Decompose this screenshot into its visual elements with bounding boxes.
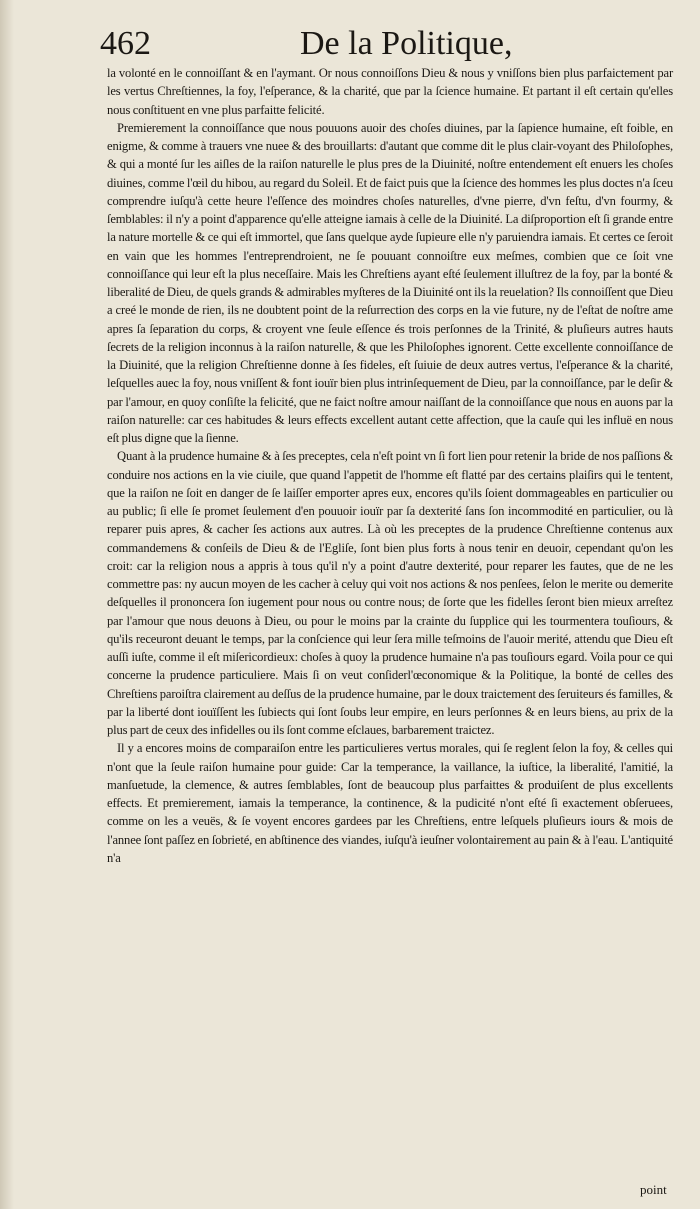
page-gutter bbox=[0, 0, 14, 1209]
page-header bbox=[100, 24, 660, 68]
paragraph-knowledge-of-divine: Premierement la connoiſſance que nous pouuons auoir des choſes diuines, par la ſapience humaine, eſt foible, en enigme, & comme à trauers vne nuee & des brouillarts: d'autant que comme dit le plus clair-voyant des Philoſophes, & qui a monté ſur les aiſles de la raiſon naturelle le plus pres de la Diuinité, noſtre entendement eſt enuers les choſes diuines, comme l'œil du hibou, au regard du Soleil. Et de faict puis que la ſcience des hommes les plus doctes n'a ſceu comprendre iuſqu'à cette heure l'eſſence des moindres choſes naturelles, d'vne pierre, d'vn feſtu, d'vn fourmy, & ſemblables: il n'y a point d'apparence qu'elle atteigne iamais à celle de la Diuinité. La diſproportion eſt ſi grande entre la nature mortelle & ce qui eſt immortel, que ſans quelque ayde ſupieure elle n'y paruiendra iamais. Et certes ce ſeroit en vain que les hommes l'entreprendroient, ne ſe pouuant connoiſtre eux meſmes, combien que ce ſoit vne connoiſſance qui leur eſt la plus neceſſaire. Mais les Chreſtiens ayant eſté ſeulement illuſtrez de la foy, par la bonté & liberalité de Dieu, de quels grands & admirables myſteres de la Diuinité ont ils la reuelation? Ils connoiſſent que Dieu a creé le monde de rien, ils ne doubtent point de la reſurrection des corps en la vie future, ny de l'eſtat de noſtre ame apres ſa ſeparation du corps, & croyent vne ſeule eſſence és trois perſonnes de la Trinité, & pluſieurs autres hauts ſecrets de la religion inconnus à la raiſon naturelle, & que les Philoſophes ignorent. Cette excellente connoiſſance de la Diuinité, que la religion Chreſtienne donne à ſes fideles, eſt ſuiuie de deux autres vertus, l'eſperance & la charité, leſquelles auec la foy, nous vniſſent & font iouïr bien plus intrinſequement de Dieu, par la connoiſſance, par le deſir & par l'amour, en quoy conſiſte la felicité, que ne faict noſtre amour naiſſant de la connoiſſance que nous en auons par la raiſon naturelle: car ces habitudes & leurs effects excellent autant cette affection, que la cauſe qui les influë en nous eſt plus digne que la ſienne. bbox=[107, 120, 673, 445]
paragraph-continuation: la volonté en le connoiſſant & en l'aymant. Or nous connoiſſons Dieu & nous y vniſſons bien plus parfaictement par les vertus Chreſtiennes, la foy, l'eſperance, & la charité, que par la ſcience humaine. Et partant il eſt certain qu'elles nous conſtituent en vne plus parfaitte felicité. bbox=[107, 66, 673, 117]
paragraph-human-prudence: Quant à la prudence humaine & à ſes preceptes, cela n'eſt point vn ſi fort lien pour retenir la bride de nos paſſions & conduire nos actions en la vie ciuile, que quand l'appetit de l'homme eſt flatté par des certains plaiſirs qui le tentent, que la raiſon ne ſoit en danger de ſe laiſſer emporter apres eux, encores qu'ils ſoient dommageables en particulier ou au public; ſi elle ſe promet ſeulement d'en pouuoir iouïr par ſa dexterité ſans ſon incommodité en particulier, ou là reparer puis apres, & cacher ſes actions aux autres. Là où les preceptes de la prudence Chreſtienne contenus aux commandemens & conſeils de Dieu & de l'Egliſe, ſont bien plus forts à nous tenir en deuoir, cependant qu'on les croit: car la religion nous a appris à tous qu'il n'y a point d'autre dexterité, pour reparer les fautes, que de ne les commettre pas: ny aucun moyen de les cacher à celuy qui voit nos actions & nos penſees, ſelon le merite ou demerite deſquelles il prononcera ſon iugement pour nous ou contre nous; de ſorte que les fidelles ſeront bien mieux arreſtez par l'amour que nous deuons à Dieu, ou pour le moins par la crainte du ſupplice qui les tourmentera touſiours, & qu'ils receuront deuant le temps, par la conſcience qui leur ſera mille teſmoins de l'auoir merité, attendu que Dieu eſt auſſi iuſte, comme il eſt miſericordieux: choſes à quoy la prudence humaine n'a pas touſiours egard. Voila pour ce qui concerne la prudence particuliere. Mais ſi on veut conſiderl'œconomique & la Politique, la bonté de celles des Chreſtiens paroiſtra clairement au deſſus de la prudence humaine, par le doux traictement des ſeruiteurs és familles, & par la liberté dont iouïſſent les ſubiects qui ſont ſoubs leur empire, en leurs perſonnes & en leurs biens, au prix de la plus part de ceux des infidelles ou ils ſont comme eſclaues, barbarement traictez. bbox=[107, 449, 673, 737]
page-number: 462 bbox=[100, 25, 151, 62]
body-text bbox=[107, 64, 673, 867]
catchword: point bbox=[640, 1182, 667, 1197]
running-title: De la Politique, bbox=[300, 25, 513, 62]
paragraph-moral-virtues: Il y a encores moins de comparaiſon entre les particulieres vertus morales, qui ſe reglent ſelon la foy, & celles qui n'ont que la ſeule raiſon humaine pour guide: Car la temperance, la vaillance, la iuſtice, la liberalité, l'amitié, la manſuetude, la clemence, & autres ſemblables, ſont de beaucoup plus parfaittes & produiſent de plus excellents effects. Et premierement, iamais la temperance, la continence, & la pudicité n'ont eſté ſi exactement obſeruees, comme on les a veuës, & ſe voyent encores gardees par les Chreſtiens, entre leſquels pluſieurs iours & mois de l'annee ſont paſſez en ſobrieté, en abſtinence des viandes, iuſqu'à ieuſner volontairement au pain & à l'eau. L'antiquité n'a bbox=[107, 741, 673, 865]
